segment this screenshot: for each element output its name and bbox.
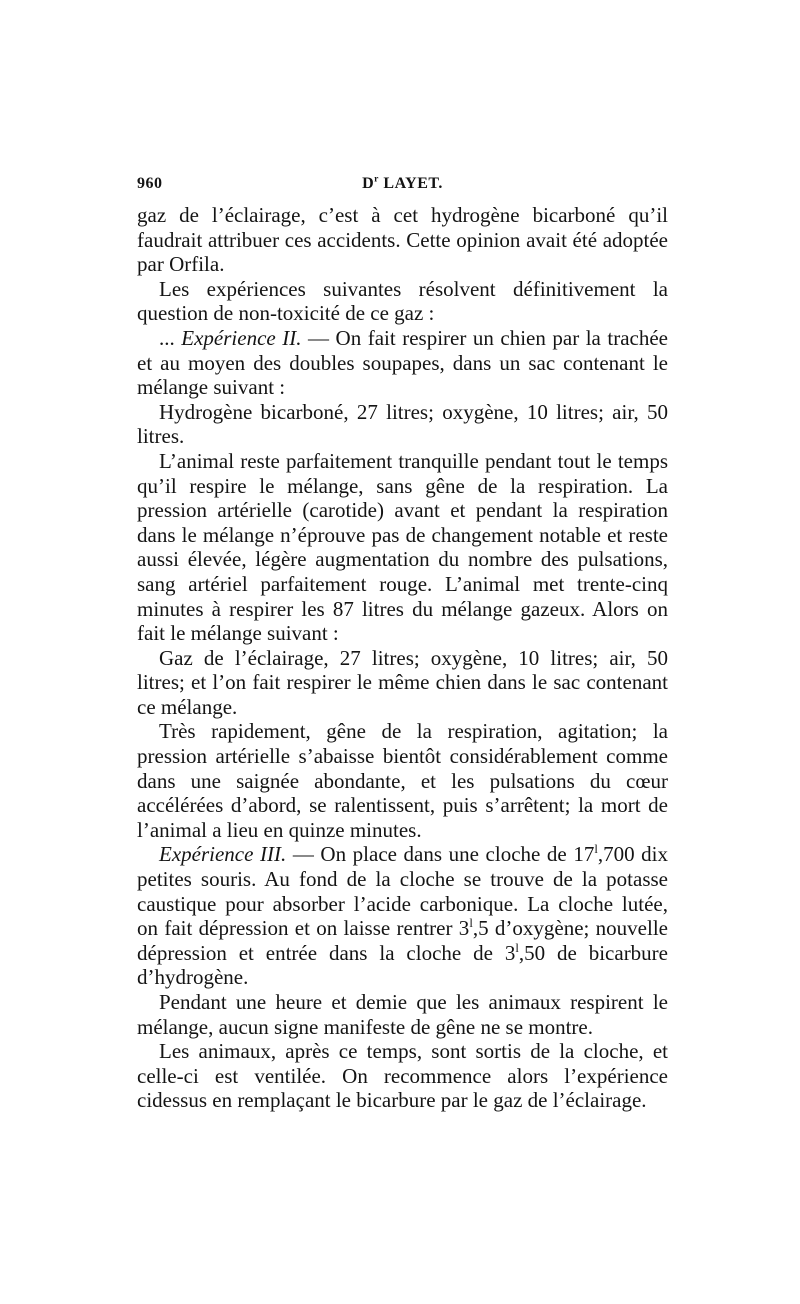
paragraph: gaz de l’éclairage, c’est à cet hydrogène bicarboné qu’il faudrait attribuer ces accidents. Cette opinion avait été adoptée par Orfila. xyxy=(137,203,668,277)
paragraph: Gaz de l’éclairage, 27 litres; oxygène, 10 litres; air, 50 litres; et l’on fait respirer le même chien dans le sac contenant ce mélange. xyxy=(137,645,668,719)
paragraph: Les expériences suivantes résolvent définitivement la question de non-toxicité de ce gaz : xyxy=(137,276,668,326)
paragraph: Très rapidement, gêne de la respiration, agitation; la pression artérielle s’abaisse bientôt considérablement comme dans une saignée abondante, et les pulsations du cœur accélérées d’abord, se ralentissent, puis s’arrêtent; la mort de l’animal a lieu en quinze minutes. xyxy=(137,719,668,842)
running-head: $D^r$ LAYET. xyxy=(362,173,443,192)
paragraph: Expérience III. — On place dans une cloche de 17$^l$,700 dix petites souris. Au fond de la cloche se trouve de la potasse caustique pour absorber l’acide carbonique. La cloche lutée, on fait dépression et on laisse rentrer 3$^l$,5 d’oxygène; nouvelle dépression et entrée dans la cloche de 3$^l$,50 de bicarbure d’hydrogène. xyxy=(137,842,668,990)
paragraph: ... Expérience II. — On fait respirer un chien par la trachée et au moyen des doubles soupapes, dans un sac contenant le mélange suivant : xyxy=(137,325,668,400)
page-header xyxy=(137,175,668,197)
paragraph: Les animaux, après ce temps, sont sortis de la cloche, et celle-ci est ventilée. On recommence alors l’expérience cidessus en remplaçant le bicarbure par le gaz de l’éclairage. xyxy=(137,1039,668,1113)
paragraph: Pendant une heure et demie que les animaux respirent le mélange, aucun signe manifeste de gêne ne se montre. xyxy=(137,990,668,1039)
body-text xyxy=(137,203,668,1113)
paragraph: Hydrogène bicarboné, 27 litres; oxygène, 10 litres; air, 50 litres. xyxy=(137,399,668,449)
paragraph: L’animal reste parfaitement tranquille pendant tout le temps qu’il respire le mélange, sans gêne de la respiration. La pression artérielle (carotide) avant et pendant la respiration dans le mélange n’éprouve pas de changement notable et reste aussi élevée, légère augmentation du nombre des pulsations, sang artériel parfaitement rouge. L’animal met trente-cinq minutes à respirer les 87 litres du mélange gazeux. Alors on fait le mélange suivant : xyxy=(137,448,668,646)
page-number: 960 xyxy=(137,175,163,192)
